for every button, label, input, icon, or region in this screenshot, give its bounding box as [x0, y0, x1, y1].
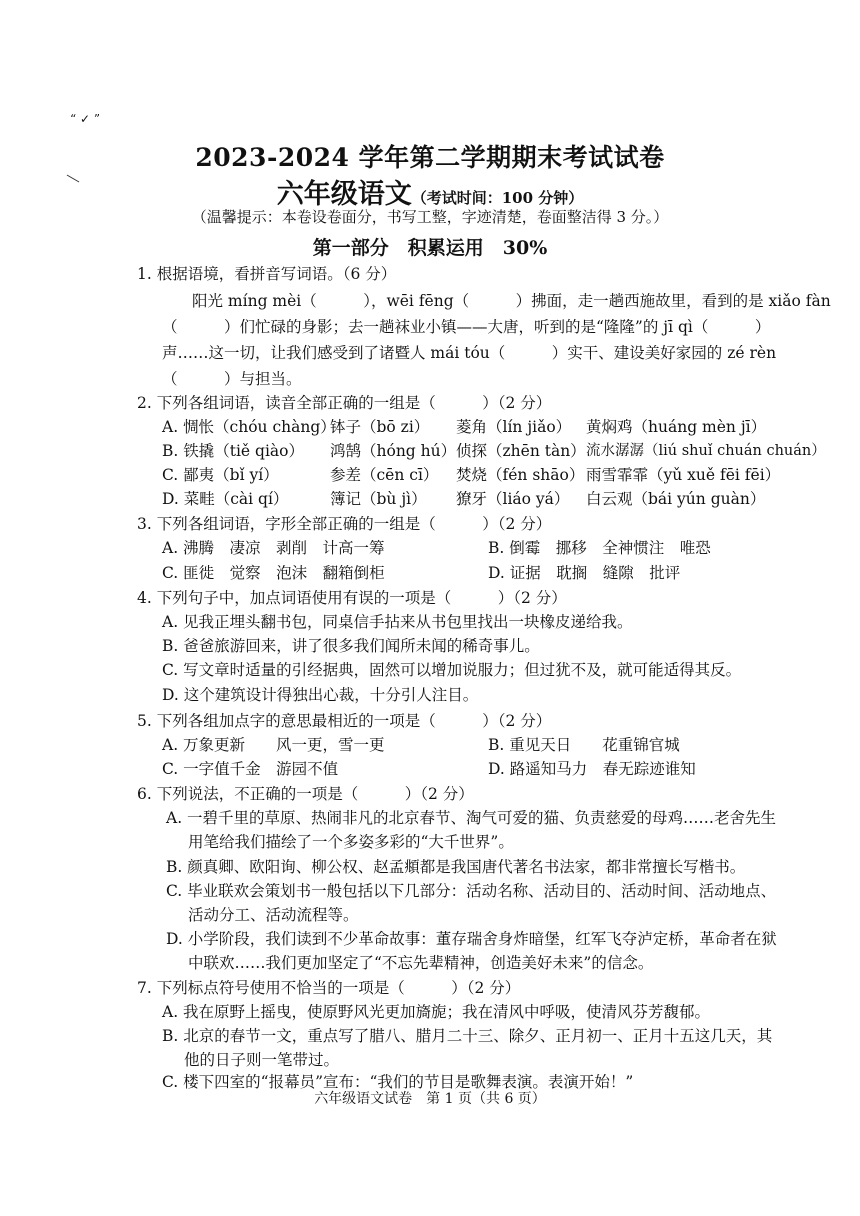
question-2: 2. 下列各组词语，读音全部正确的一组是（ ）（2 分） — [137, 394, 552, 412]
option-cell: 黄焖鸡（huáng mèn jī） — [586, 418, 767, 436]
question-1-text: 阳光 míng mèi（ ），wēi fēng（ ）拂面，走一趟西施故里，看到的是 xiǎo fàn — [192, 292, 831, 310]
question-7: 7. 下列标点符号使用不恰当的一项是（ ）（2 分） — [137, 979, 521, 997]
option-c: C. 匪徙 觉察 泡沫 翻箱倒柜 — [162, 564, 385, 582]
option-cell: A. 惆怅（chóu chàng） — [162, 418, 336, 436]
option-a: A. 一碧千里的草原、热闹非凡的北京春节、淘气可爱的猫、负责慈爱的母鸡……老舍先生 — [166, 809, 777, 827]
warm-tip: （温馨提示：本卷设卷面分，书写工整，字迹清楚，卷面整洁得 3 分。） — [191, 208, 669, 226]
option-c-cont: 活动分工、活动流程等。 — [188, 906, 359, 924]
option-cell: 雨雪霏霏（yǔ xuě fēi fēi） — [586, 466, 781, 484]
option-b: B. 倒霉 挪移 全神惯注 唯恐 — [488, 539, 711, 557]
option-cell: 鸿鹄（hóng hú） — [330, 442, 457, 460]
option-cell: 獠牙（liáo yá） — [456, 490, 570, 508]
option-cell: 钵子（bō zi） — [330, 418, 430, 436]
option-d: D. 路遥知马力 春无踪迹谁知 — [488, 760, 696, 778]
section-heading: 第一部分 积累运用 30% — [312, 237, 548, 259]
page-footer: 六年级语文试卷 第 1 页（共 6 页） — [314, 1091, 546, 1107]
question-6: 6. 下列说法，不正确的一项是（ ）（2 分） — [137, 785, 474, 803]
corner-mark: “ ✓ ” — [70, 112, 100, 126]
option-cell: 菱角（lín jiǎo） — [456, 418, 572, 436]
option-cell: 焚烧（fén shāo） — [456, 466, 585, 484]
question-1-text: （ ）们忙碌的身影；去一趟袜业小镇——大唐，听到的是“隆隆”的 jī qì（ ） — [162, 318, 771, 336]
option-a: A. 万象更新 风一更，雪一更 — [162, 736, 385, 754]
option-cell: D. 菜畦（cài qí） — [162, 490, 289, 508]
option-c: C. 楼下四室的“报幕员”宣布：“我们的节目是歌舞表演。表演开始！” — [162, 1073, 634, 1091]
option-cell: 侦探（zhēn tàn） — [456, 442, 586, 460]
exam-time: （考试时间：100 分钟） — [411, 189, 584, 207]
question-5: 5. 下列各组加点字的意思最相近的一项是（ ）（2 分） — [137, 712, 552, 730]
option-cell: 参差（cēn cī） — [330, 466, 439, 484]
question-1-text: （ ）与担当。 — [162, 370, 302, 388]
option-a: A. 我在原野上摇曳，使原野风光更加旖旎；我在清风中呼吸，使清风芬芳馥郁。 — [162, 1003, 711, 1021]
question-1: 1. 根据语境，看拼音写词语。（6 分） — [137, 265, 397, 283]
option-a-cont: 用笔给我们描绘了一个多姿多彩的“大千世界”。 — [188, 833, 514, 851]
option-c: C. 写文章时适量的引经据典，固然可以增加说服力；但过犹不及，就可能适得其反。 — [162, 661, 742, 679]
exam-title: 2023-2024 学年第二学期期末考试试卷 — [195, 143, 665, 172]
option-b: B. 颜真卿、欧阳询、柳公权、赵孟頫都是我国唐代著名书法家，都非常擅长写楷书。 — [166, 858, 746, 876]
option-a: A. 沸腾 凄凉 剥削 计高一筹 — [162, 539, 385, 557]
option-d: D. 小学阶段，我们读到不少革命故事：董存瑞舍身炸暗堡，红军飞夺泸定桥，革命者在狱 — [166, 930, 777, 948]
option-d: D. 这个建筑设计得独出心裁，十分引人注目。 — [162, 686, 479, 704]
option-b-cont: 他的日子则一笔带过。 — [184, 1051, 340, 1069]
option-cell: 白云观（bái yún guàn） — [586, 490, 766, 508]
option-cell: C. 鄙夷（bǐ yí） — [162, 466, 279, 484]
option-c: C. 毕业联欢会策划书一般包括以下几部分：活动名称、活动目的、活动时间、活动地点、 — [166, 882, 777, 900]
option-cell: 簿记（bù jì） — [330, 490, 427, 508]
grade-subject: 六年级语文 — [276, 179, 412, 210]
question-3: 3. 下列各组词语，字形全部正确的一组是（ ）（2 分） — [137, 515, 552, 533]
question-1-text: 声……这一切，让我们感受到了诸暨人 mái tóu（ ）实干、建设美好家园的 zé rèn — [162, 344, 777, 362]
question-4: 4. 下列句子中，加点词语使用有误的一项是（ ）（2 分） — [137, 589, 567, 607]
option-b: B. 重见天日 花重锦官城 — [488, 736, 680, 754]
option-cell: 流水潺潺（liú shuǐ chuán chuán） — [586, 443, 826, 459]
option-cell: B. 铁撬（tiě qiào） — [162, 442, 304, 460]
option-d: D. 证据 耽搁 缝隙 批评 — [488, 564, 681, 582]
option-a: A. 见我正埋头翻书包，同桌信手拈来从书包里找出一块橡皮递给我。 — [162, 613, 633, 631]
option-b: B. 北京的春节一文，重点写了腊八、腊月二十三、除夕、正月初一、正月十五这几天，其 — [162, 1027, 773, 1045]
option-d-cont: 中联欢……我们更加坚定了“不忘先辈精神，创造美好未来”的信念。 — [188, 954, 654, 972]
option-c: C. 一字值千金 游园不值 — [162, 760, 339, 778]
option-b: B. 爸爸旅游回来，讲了很多我们闻所未闻的稀奇事儿。 — [162, 637, 540, 655]
